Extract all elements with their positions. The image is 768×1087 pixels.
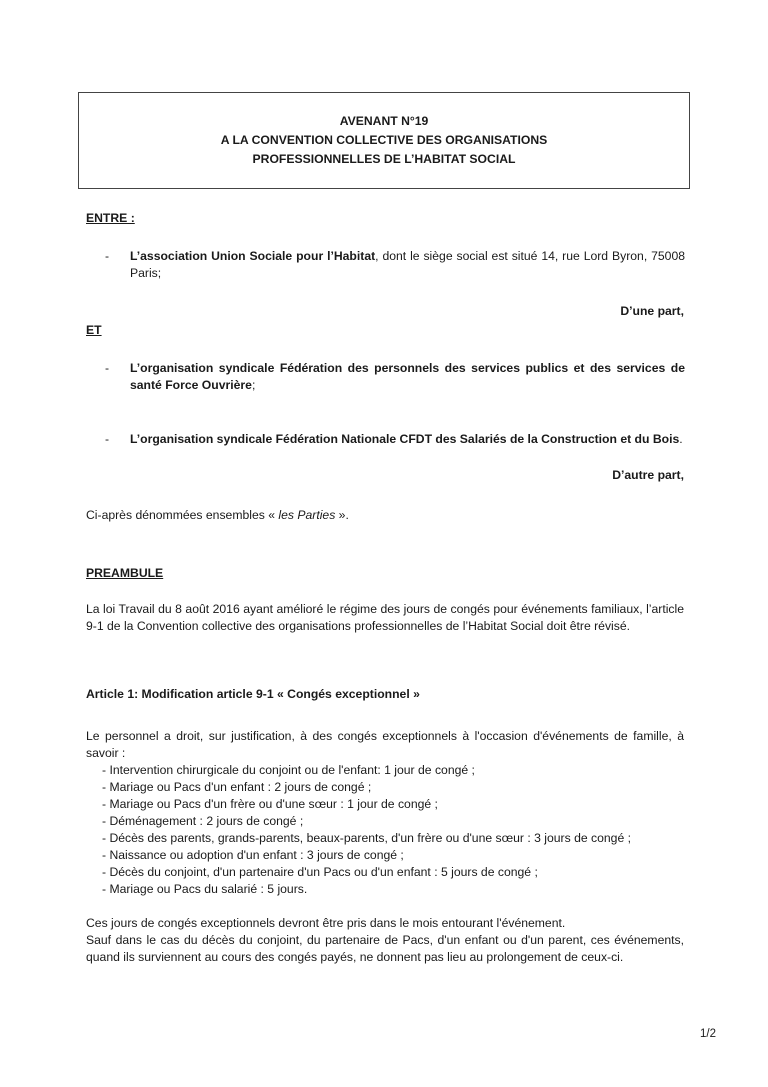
title-line-3: PROFESSIONNELLES DE L’HABITAT SOCIAL [252, 152, 516, 166]
party-2-dash: - [105, 361, 110, 375]
leave-item: - Déménagement : 2 jours de congé ; [102, 814, 304, 828]
ci-apres-after: ». [335, 508, 349, 522]
page-number: 1/2 [700, 1028, 716, 1040]
article1-intro: Le personnel a droit, sur justification, à des congés exceptionnels à l'occasion d'événements de famille, à savoir : [86, 729, 684, 760]
leave-item: - Mariage ou Pacs du salarié : 5 jours. [102, 882, 308, 896]
title-box [78, 92, 690, 189]
party-1-name: L’association Union Sociale pour l’Habitat [130, 249, 376, 263]
party-1-dash: - [105, 249, 110, 263]
ci-apres-before: Ci-après dénommées ensembles « [86, 508, 279, 522]
party-3-dash: - [105, 432, 110, 446]
leave-item: - Décès des parents, grands-parents, beaux-parents, d'un frère ou d'une sœur : 3 jours de congé ; [102, 831, 632, 845]
party-3-name: L’organisation syndicale Fédération Nationale CFDT des Salariés de la Construction et du Bois [130, 432, 680, 446]
party-1-rest: , dont le siège social est situé 14, rue Lord Byron, 75008 Paris; [130, 249, 685, 280]
d-une-part: D’une part, [620, 304, 684, 318]
party-2 [105, 360, 685, 394]
leave-item: - Décès du conjoint, d'un partenaire d'un Pacs ou d'un enfant : 5 jours de congé ; [102, 865, 538, 879]
et-heading: ET [86, 323, 102, 337]
d-autre-part: D’autre part, [612, 468, 684, 482]
party-2-name: L’organisation syndicale Fédération des personnels des services publics et des services de santé Force Ouvrière [130, 361, 685, 392]
title-line-1: AVENANT N°19 [339, 114, 429, 128]
party-3-rest: . [679, 432, 683, 446]
leave-item: - Naissance ou adoption d'un enfant : 3 jours de congé ; [102, 848, 404, 862]
leave-list [102, 762, 631, 898]
leave-item: - Mariage ou Pacs d'un frère ou d'une sœur : 1 jour de congé ; [102, 797, 438, 811]
closing-line-2: Sauf dans le cas du décès du conjoint, du partenaire de Pacs, d'un enfant ou d'un parent, ces événements, quand ils surviennent au cours des congés payés, ne donnent pas lieu au prolongement de ceux-ci. [86, 933, 684, 964]
ci-apres [86, 507, 349, 524]
article1-heading: Article 1: Modification article 9-1 « Congés exceptionnel » [86, 687, 420, 701]
leave-item: - Intervention chirurgicale du conjoint ou de l'enfant: 1 jour de congé ; [102, 763, 475, 777]
title-line-2: A LA CONVENTION COLLECTIVE DES ORGANISATIONS [220, 133, 548, 147]
party-2-rest: ; [251, 378, 256, 392]
preambule-heading: PREAMBULE [86, 566, 164, 580]
party-1 [105, 248, 685, 282]
closing-line-1: Ces jours de congés exceptionnels devront être pris dans le mois entourant l'événement. [86, 916, 566, 930]
leave-item: - Mariage ou Pacs d'un enfant : 2 jours de congé ; [102, 780, 372, 794]
party-3 [105, 431, 685, 448]
entre-heading: ENTRE : [86, 211, 135, 225]
preambule-text: La loi Travail du 8 août 2016 ayant amélioré le régime des jours de congés pour événements familiaux, l’article 9-1 de la Convention collective des organisations professionnelles de l’Habitat Social doit être révisé. [86, 602, 684, 633]
ci-apres-italic: les Parties [278, 508, 336, 522]
